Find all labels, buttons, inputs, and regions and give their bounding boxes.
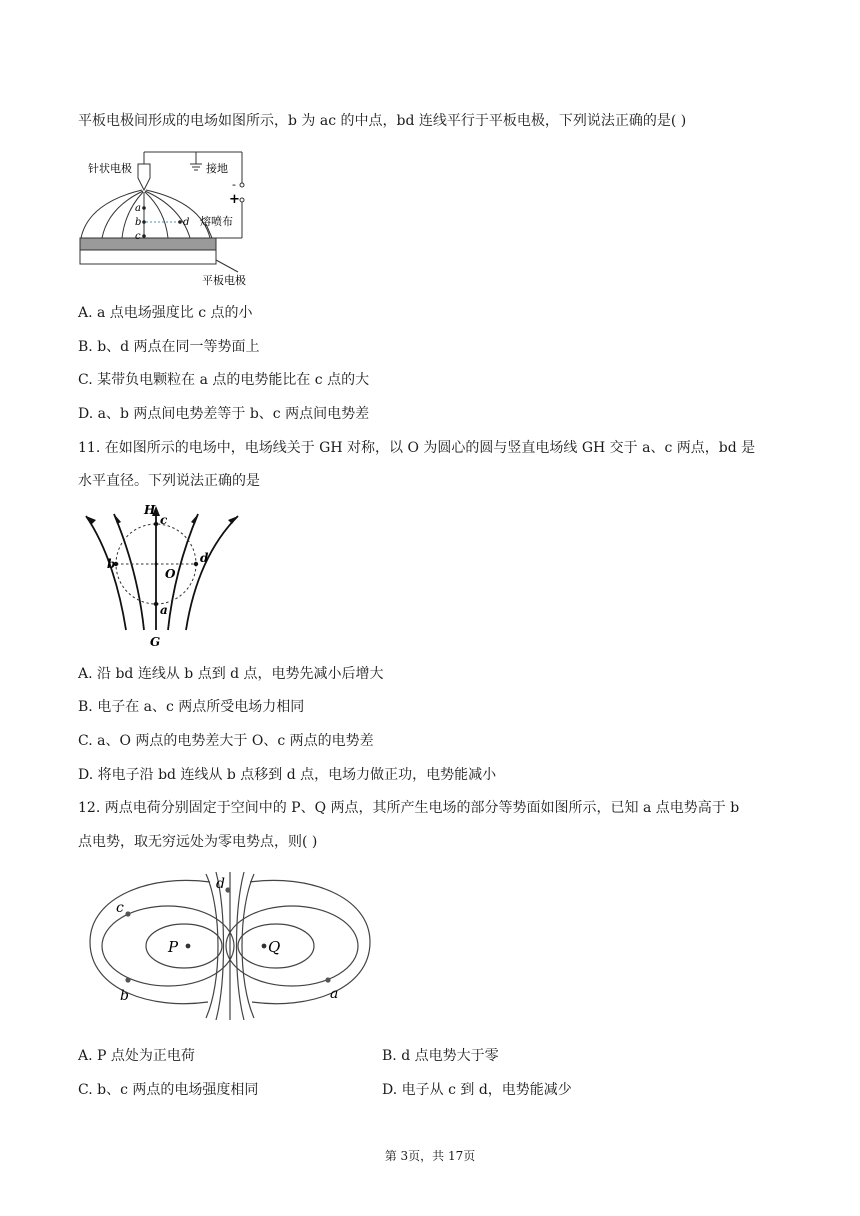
point-P-label: P [168,938,179,956]
point-b-label: b [120,988,129,1004]
point-d-label: d [216,876,225,892]
q10-option-b[interactable]: B. b、d 两点在同一等势面上 [78,339,260,355]
minus-terminal-label: - [232,178,236,191]
q10-option-c[interactable]: C. 某带负电颗粒在 a 点的电势能比在 c 点的大 [78,372,370,388]
point-c-label: c [116,900,124,916]
q11-stem-line1: 11. 在如图所示的电场中，电场线关于 GH 对称，以 O 为圆心的圆与竖直电场线 GH 交于 a、c 两点，bd 是 [78,440,756,456]
q11-option-c[interactable]: C. a、O 两点的电势差大于 O、c 两点的电势差 [78,733,374,749]
fabric-label: 熔喷布 [200,215,233,228]
q12-option-a[interactable]: A. P 点处为正电荷 [78,1048,195,1064]
q11-option-d[interactable]: D. 将电子沿 bd 连线从 b 点移到 d 点，电场力做正功，电势能减小 [78,767,497,783]
q11-stem-line2: 水平直径。下列说法正确的是 [78,473,260,489]
q10-figure [78,142,278,290]
point-b-label: b [135,217,142,228]
point-d-label: d [200,551,209,565]
point-H-label: H [144,503,156,517]
q12-option-d[interactable]: D. 电子从 c 到 d，电势能减少 [382,1082,572,1098]
plus-terminal-label: + [229,192,240,207]
point-O-label: O [165,567,176,581]
point-b-label: b [107,557,116,571]
q11-option-a[interactable]: A. 沿 bd 连线从 b 点到 d 点，电势先减小后增大 [78,666,384,682]
point-G-label: G [150,635,161,649]
point-a-label: a [160,603,168,617]
q12-stem-line1: 12. 两点电荷分别固定于空间中的 P、Q 两点，其所产生电场的部分等势面如图所示，已知 a 点电势高于 b [78,800,740,816]
point-Q-label: Q [268,938,281,956]
point-a-label: a [135,203,141,214]
q10-option-a[interactable]: A. a 点电场强度比 c 点的小 [78,305,253,321]
point-c-label: c [135,231,141,242]
ground-label: 接地 [206,162,228,175]
point-a-label: a [330,986,339,1002]
q12-option-b[interactable]: B. d 点电势大于零 [382,1048,499,1064]
q11-figure [84,502,254,652]
q12-figure [82,870,378,1020]
needle-electrode-label: 针状电极 [88,162,132,175]
plate-electrode-label: 平板电极 [202,274,246,287]
q12-option-c[interactable]: C. b、c 两点的电场强度相同 [78,1082,259,1098]
q11-option-b[interactable]: B. 电子在 a、c 两点所受电场力相同 [78,699,305,715]
page-footer: 第 3页，共 17页 [384,1149,476,1163]
q10-option-d[interactable]: D. a、b 两点间电势差等于 b、c 两点间电势差 [78,406,370,422]
q12-stem-line2: 点电势，取无穷远处为零电势点，则( ) [78,834,318,850]
point-d-label: d [183,217,190,228]
point-c-label: c [160,513,168,527]
q10-stem: 平板电极间形成的电场如图所示，b 为 ac 的中点，bd 连线平行于平板电极，下列说法正确的是( ) [78,113,687,129]
